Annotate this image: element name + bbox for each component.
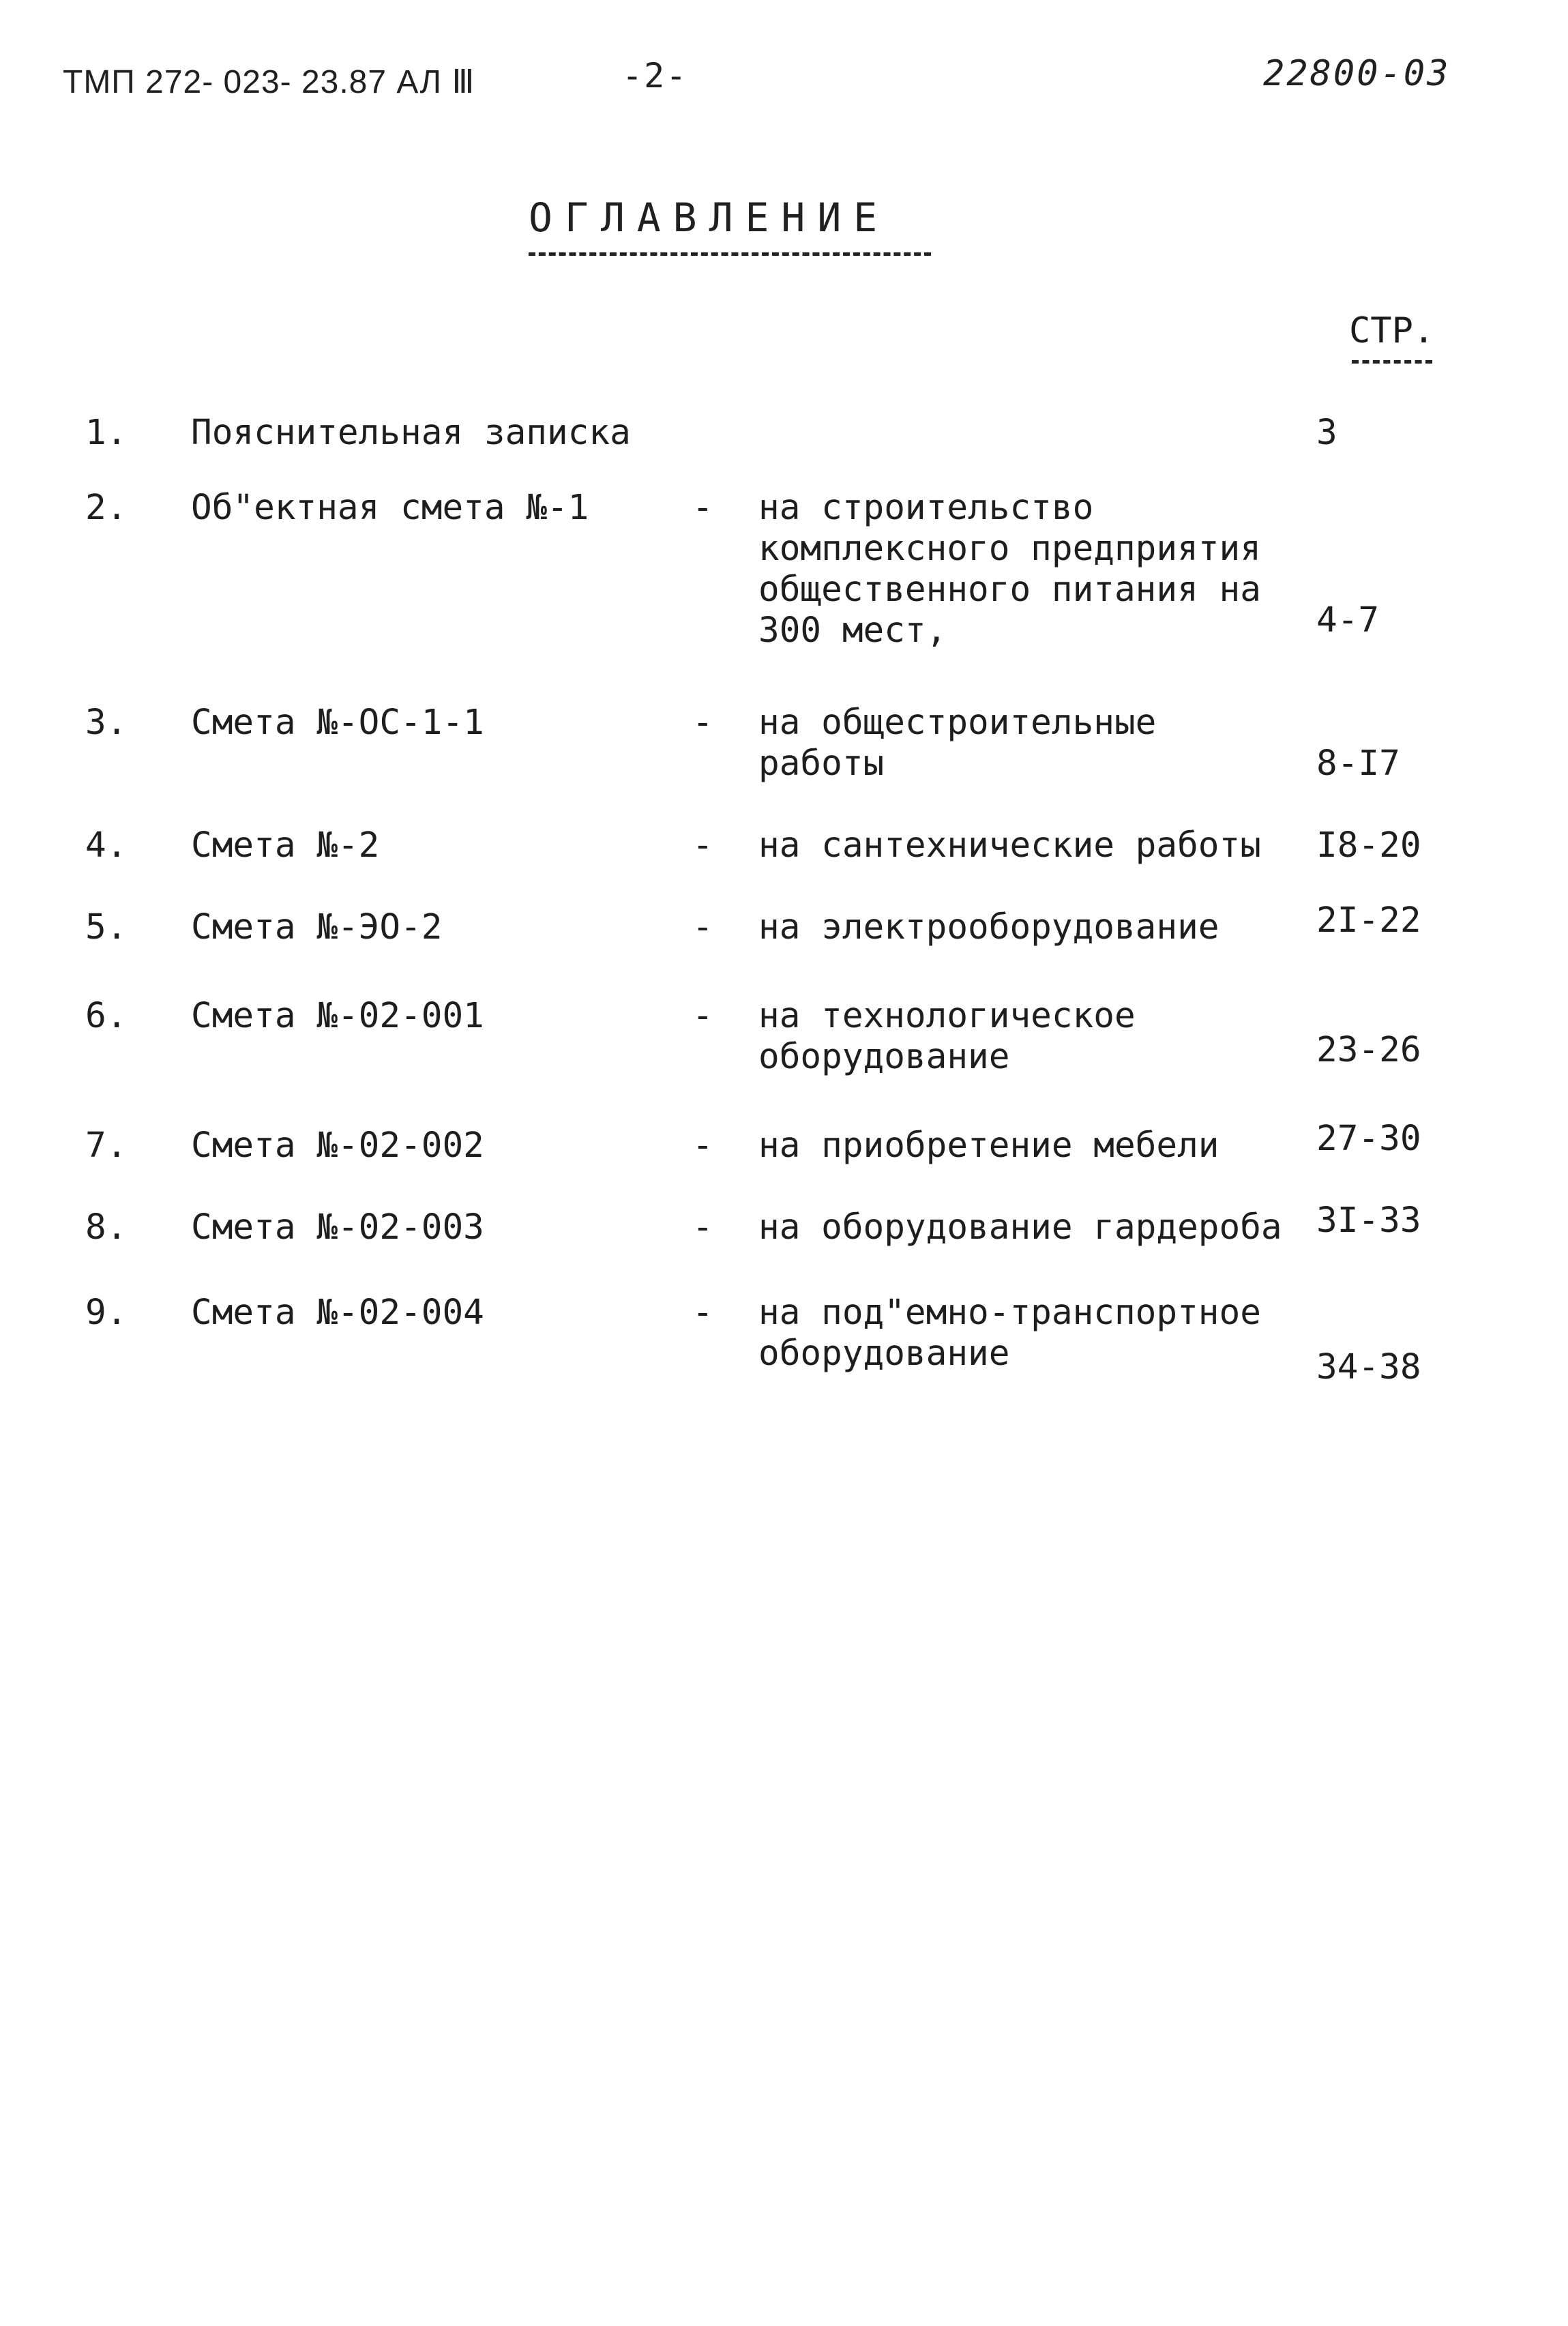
toc-entry-pages: 4-7 — [1316, 600, 1380, 641]
toc-entry-document: Смета №-2 — [191, 825, 380, 866]
toc-entry-description — [758, 1293, 1261, 1374]
page-title: ОГЛАВЛЕНИЕ — [529, 194, 890, 241]
toc-entry-dash: - — [692, 1207, 713, 1248]
toc-entry-description — [758, 488, 1261, 651]
toc-entry-document: Смета №-ОС-1-1 — [191, 703, 484, 743]
toc-entry-description-line: на строительство — [758, 488, 1094, 528]
toc-entry-dash: - — [692, 996, 713, 1036]
toc-entry-document: Смета №-02-003 — [191, 1207, 484, 1248]
toc-entry-document: Смета №-02-001 — [191, 996, 484, 1036]
toc-entry-pages: 27-30 — [1316, 1119, 1421, 1159]
toc-entry-dash: - — [692, 703, 713, 743]
toc-entry-description — [758, 996, 1136, 1078]
document-number: 22800-03 — [1263, 53, 1451, 94]
toc-entry-number: 8. — [85, 1207, 128, 1248]
pages-column-label: СТР. — [1349, 310, 1435, 351]
toc-entry-dash: - — [692, 1125, 713, 1166]
toc-entry-pages: 23-26 — [1316, 1030, 1421, 1070]
toc-entry-document: Смета №-ЭО-2 — [191, 907, 443, 947]
pages-label-underline — [1352, 360, 1432, 364]
toc-entry-number: 9. — [85, 1293, 128, 1333]
toc-entry-description — [758, 1207, 1282, 1248]
toc-entry-description-line: общественного питания на — [758, 570, 1261, 610]
toc-entry-description-line: на электрооборудование — [758, 907, 1219, 947]
toc-entry-pages: 2I-22 — [1316, 900, 1421, 941]
toc-entry-description — [758, 825, 1261, 866]
toc-entry-description-line: оборудование — [758, 1037, 1010, 1077]
toc-entry-description — [758, 703, 1156, 784]
page-number: -2- — [622, 56, 688, 95]
toc-entry-document: Пояснительная записка — [191, 413, 631, 453]
document-code: ТМП 272- 023- 23.87 АЛ Ⅲ — [63, 64, 475, 100]
toc-entry-description-line: на оборудование гардероба — [758, 1207, 1282, 1248]
toc-entry-pages: 8-I7 — [1316, 744, 1400, 784]
toc-entry-number: 7. — [85, 1125, 128, 1166]
toc-entry-number: 4. — [85, 825, 128, 866]
toc-entry-pages: 3 — [1316, 413, 1337, 453]
title-underline — [529, 252, 931, 256]
toc-entry-document: Смета №-02-002 — [191, 1125, 484, 1166]
toc-entry-number: 5. — [85, 907, 128, 947]
toc-entry-description — [758, 1125, 1219, 1166]
toc-entry-description-line: на под"емно-транспортное — [758, 1293, 1261, 1333]
toc-entry-dash: - — [692, 488, 713, 528]
toc-entry-number: 6. — [85, 996, 128, 1036]
toc-entry-dash: - — [692, 907, 713, 947]
toc-entry-description — [758, 907, 1219, 948]
toc-entry-description-line: на сантехнические работы — [758, 825, 1261, 866]
toc-entry-description-line: оборудование — [758, 1334, 1010, 1374]
toc-entry-pages: 3I-33 — [1316, 1201, 1421, 1241]
toc-entry-description-line: 300 мест, — [758, 610, 947, 651]
toc-entry-pages: 34-38 — [1316, 1347, 1421, 1387]
toc-entry-description-line: на приобретение мебели — [758, 1125, 1219, 1166]
toc-entry-description-line: на технологическое — [758, 996, 1136, 1036]
toc-entry-dash: - — [692, 1293, 713, 1333]
toc-entry-number: 1. — [85, 413, 128, 453]
toc-entry-description-line: работы — [758, 744, 885, 784]
toc-entry-number: 3. — [85, 703, 128, 743]
toc-entry-document: Смета №-02-004 — [191, 1293, 484, 1333]
toc-entry-description-line: комплексного предприятия — [758, 529, 1261, 569]
toc-entry-description-line: на общестроительные — [758, 703, 1157, 743]
toc-entry-pages: I8-20 — [1316, 825, 1421, 866]
toc-entry-dash: - — [692, 825, 713, 866]
toc-entry-document: Об"ектная смета №-1 — [191, 488, 589, 528]
toc-entry-number: 2. — [85, 488, 128, 528]
